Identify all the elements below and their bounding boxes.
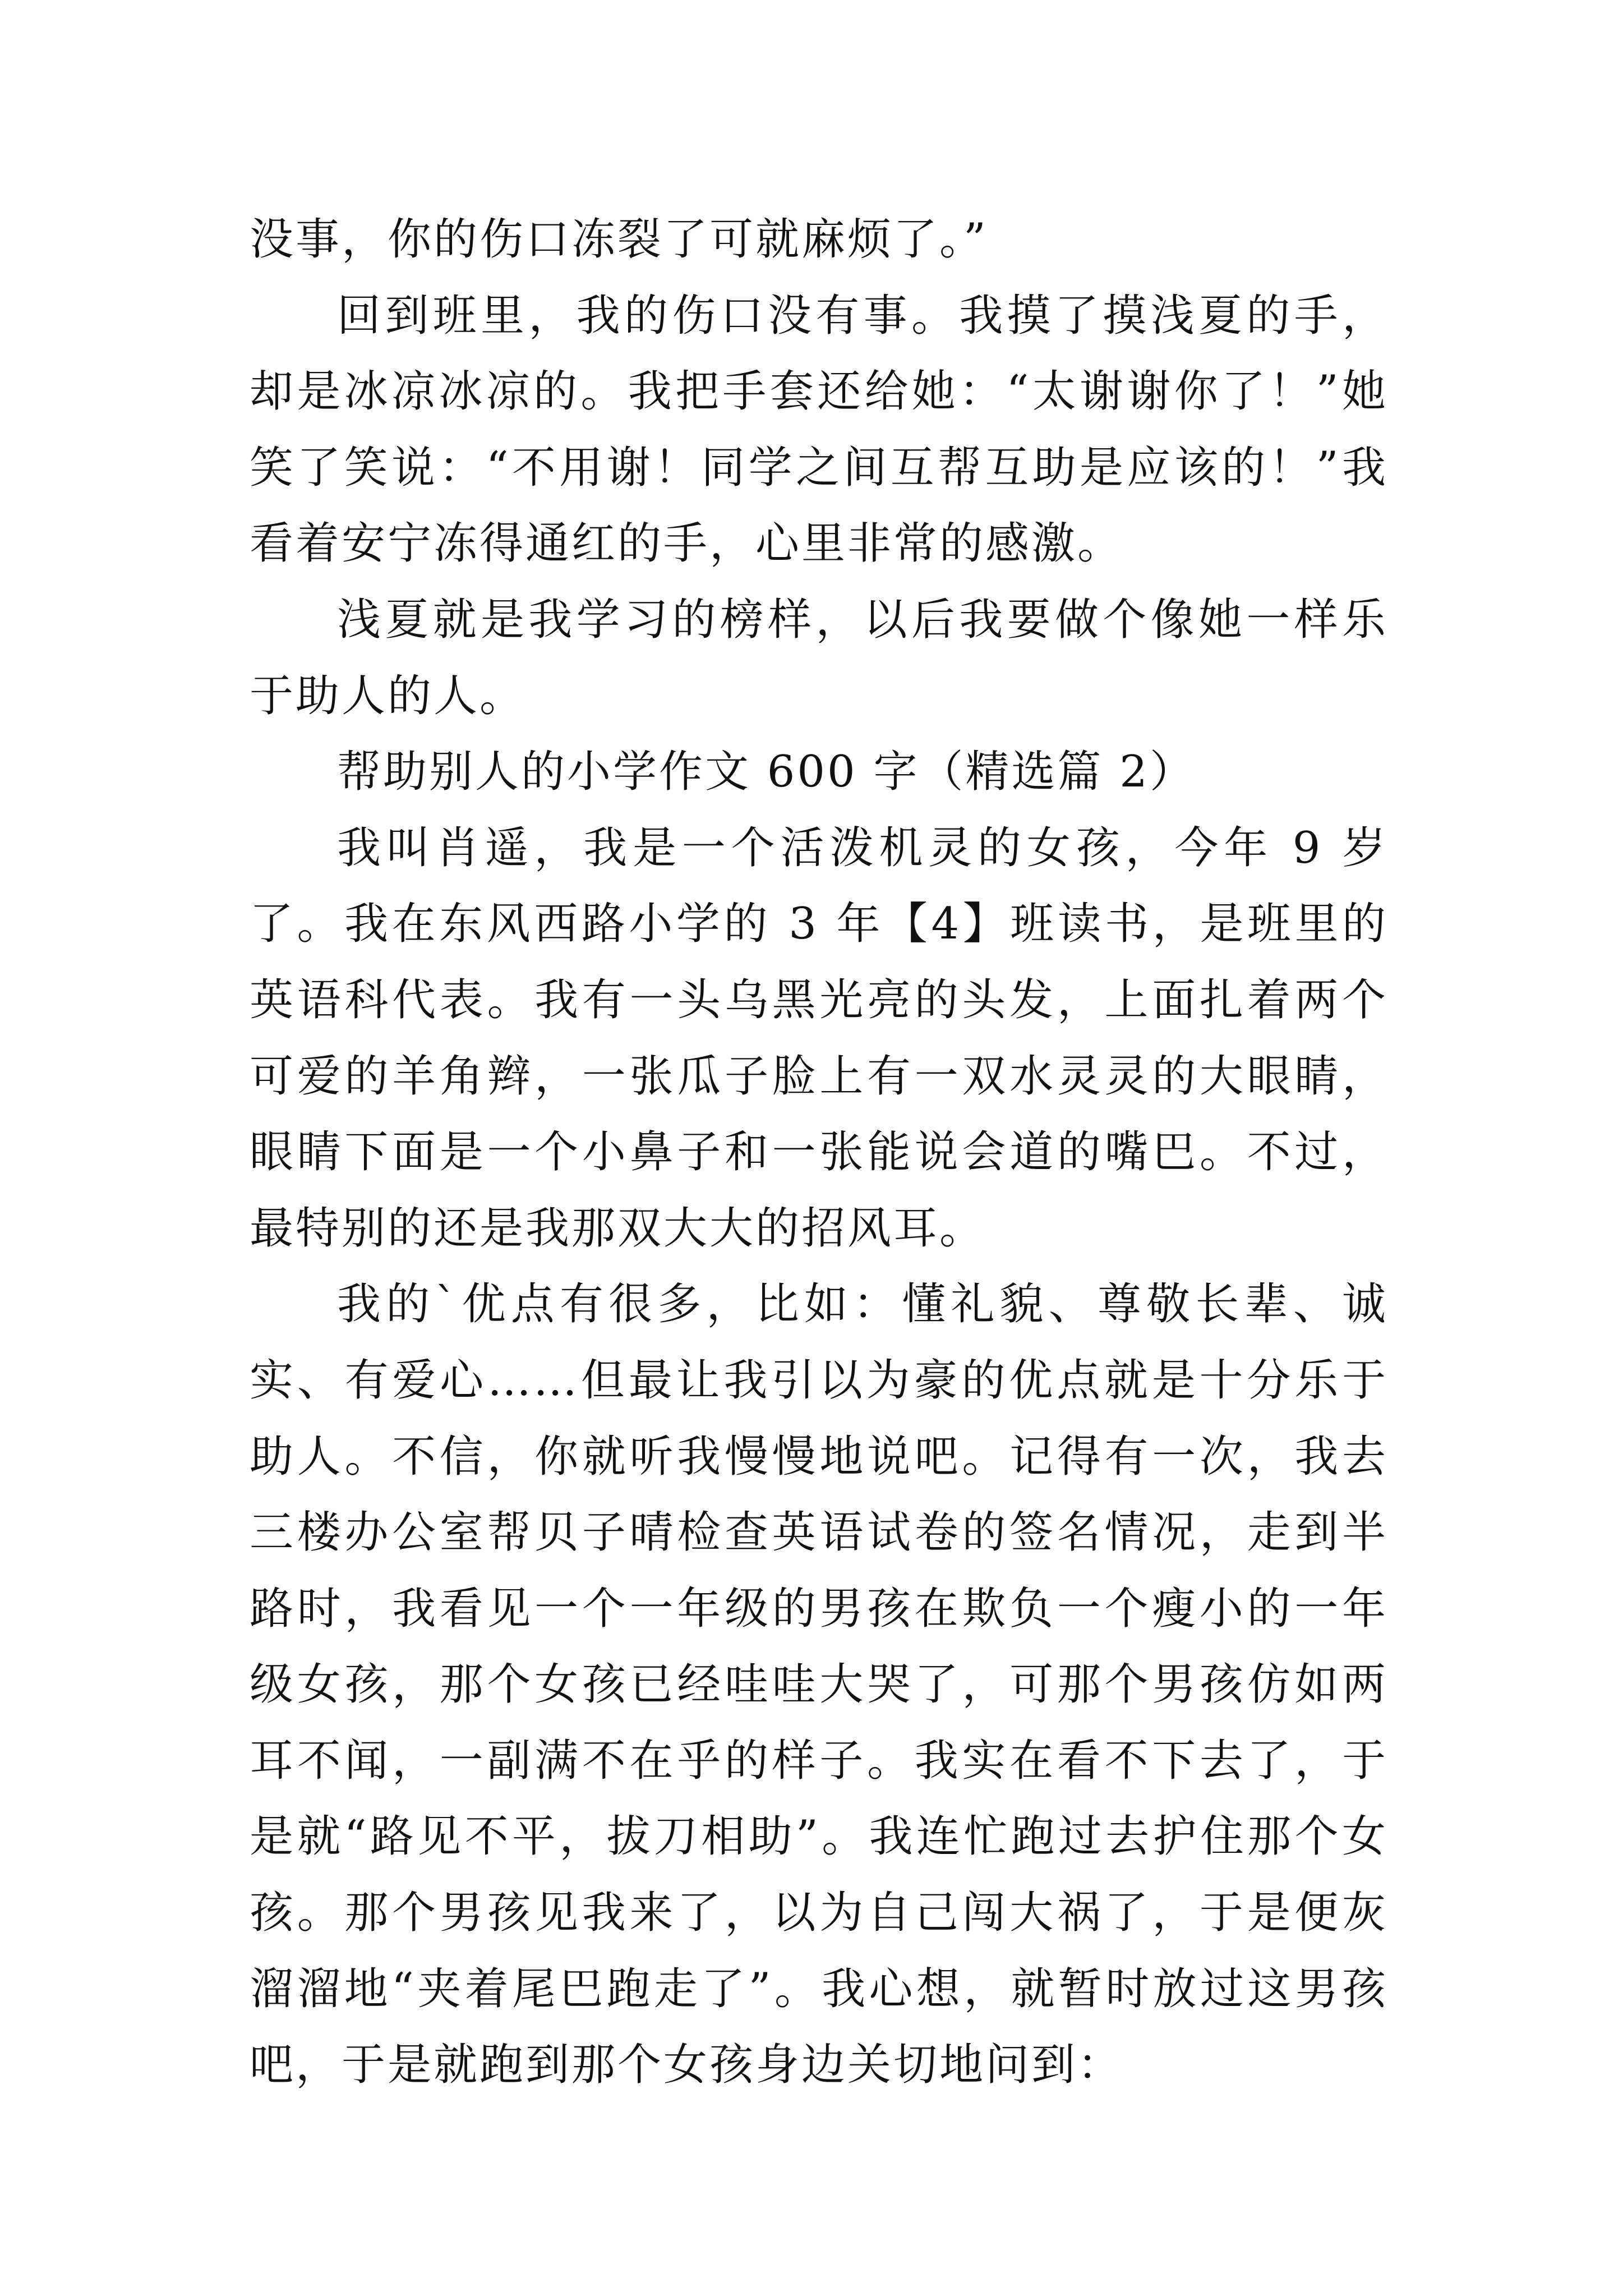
paragraph-3: 浅夏就是我学习的榜样，以后我要做个像她一样乐于助人的人。 <box>250 594 1388 721</box>
document-body <box>250 202 1388 2104</box>
paragraph-5: 我的`优点有很多，比如：懂礼貌、尊敬长辈、诚实、有爱心……但最让我引以为豪的优点就是十分乐于助人。不信，你就听我慢慢地说吧。记得有一次，我去三楼办公室帮贝子晴检查英语试卷的签名情况，走到半路时，我看见一个一年级的男孩在欺负一个瘦小的一年级女孩，那个女孩已经哇哇大哭了，可那个男孩仿如两耳不闻，一副满不在乎的样子。我实在看不下去了，于是就“路见不平，拔刀相助”。我连忙跑过去护住那个女孩。那个男孩见我来了，以为自己闯大祸了，于是便灰溜溜地“夹着尾巴跑走了”。我心想，就暂时放过这男孩吧，于是就跑到那个女孩身边关切地问到： <box>250 1279 1388 2091</box>
paragraph-1: 没事，你的伤口冻裂了可就麻烦了。” <box>250 214 988 265</box>
paragraph-2: 回到班里，我的伤口没有事。我摸了摸浅夏的手，却是冰凉冰凉的。我把手套还给她：“太谢谢你了！”她笑了笑说：“不用谢！同学之间互帮互助是应该的！”我看着安宁冻得通红的手，心里非常的感激。 <box>250 290 1388 569</box>
paragraph-4: 我叫肖遥，我是一个活泼机灵的女孩，今年 9 岁了。我在东风西路小学的 3 年【4】班读书，是班里的英语科代表。我有一头乌黑光亮的头发，上面扎着两个可爱的羊角辫，一张瓜子脸上有一双水灵灵的大眼睛，眼睛下面是一个小鼻子和一张能说会道的嘴巴。不过，最特别的还是我那双大大的招风耳。 <box>250 822 1388 1254</box>
section-heading: 帮助别人的小学作文 600 字（精选篇 2） <box>337 747 1196 798</box>
